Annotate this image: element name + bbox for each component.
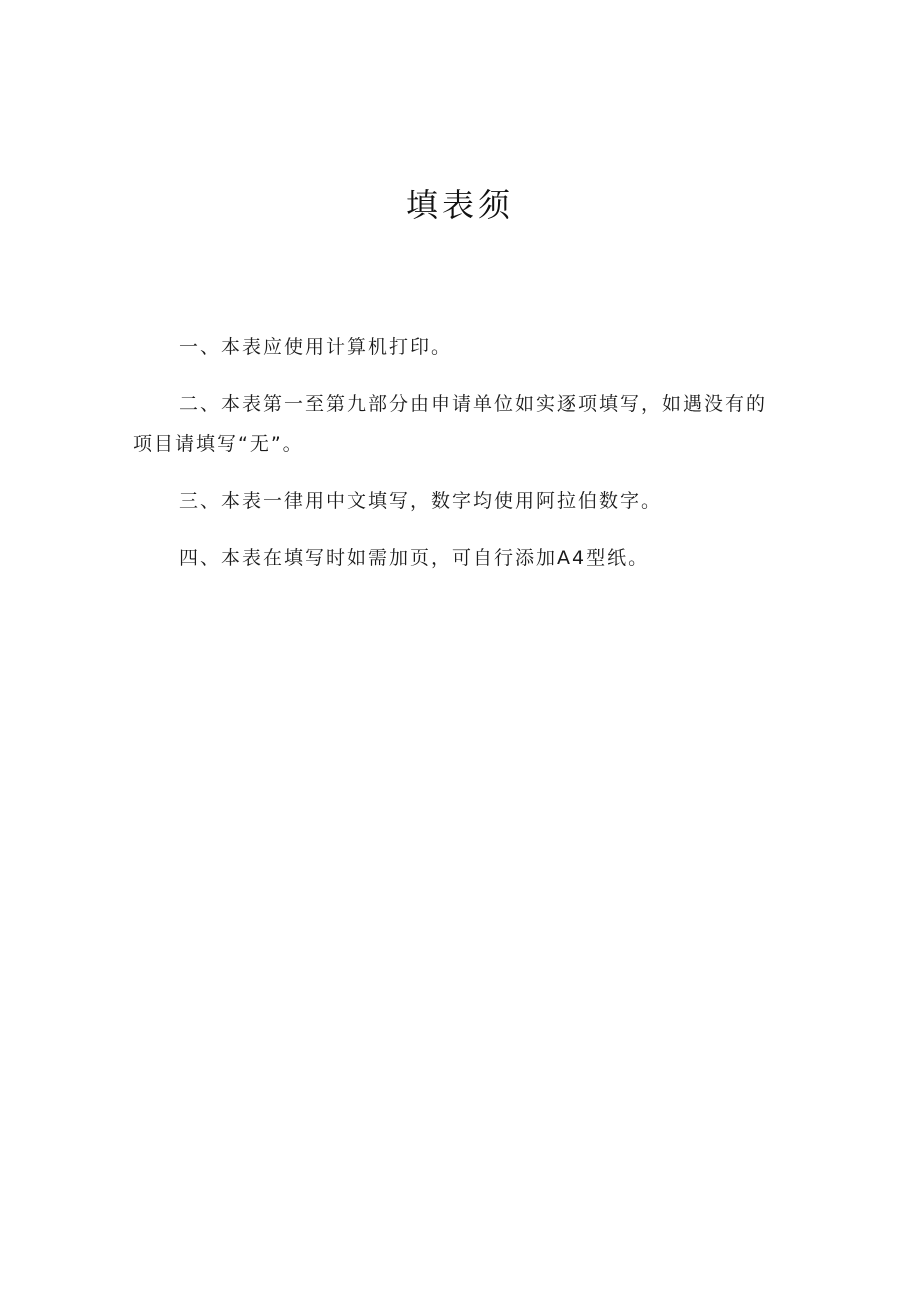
page-title: 填表须	[405, 186, 514, 224]
instruction-item-1: 一、本表应使用计算机打印。	[179, 336, 453, 358]
instruction-item-4: 四、本表在填写时如需加页，可自行添加A4型纸。	[179, 547, 650, 569]
instructions-list	[133, 327, 773, 595]
instruction-item-2: 二、本表第一至第九部分由申请单位如实逐项填写，如遇没有的项目请填写“无”。	[133, 393, 768, 455]
instruction-item-3: 三、本表一律用中文填写，数字均使用阿拉伯数字。	[179, 490, 663, 512]
